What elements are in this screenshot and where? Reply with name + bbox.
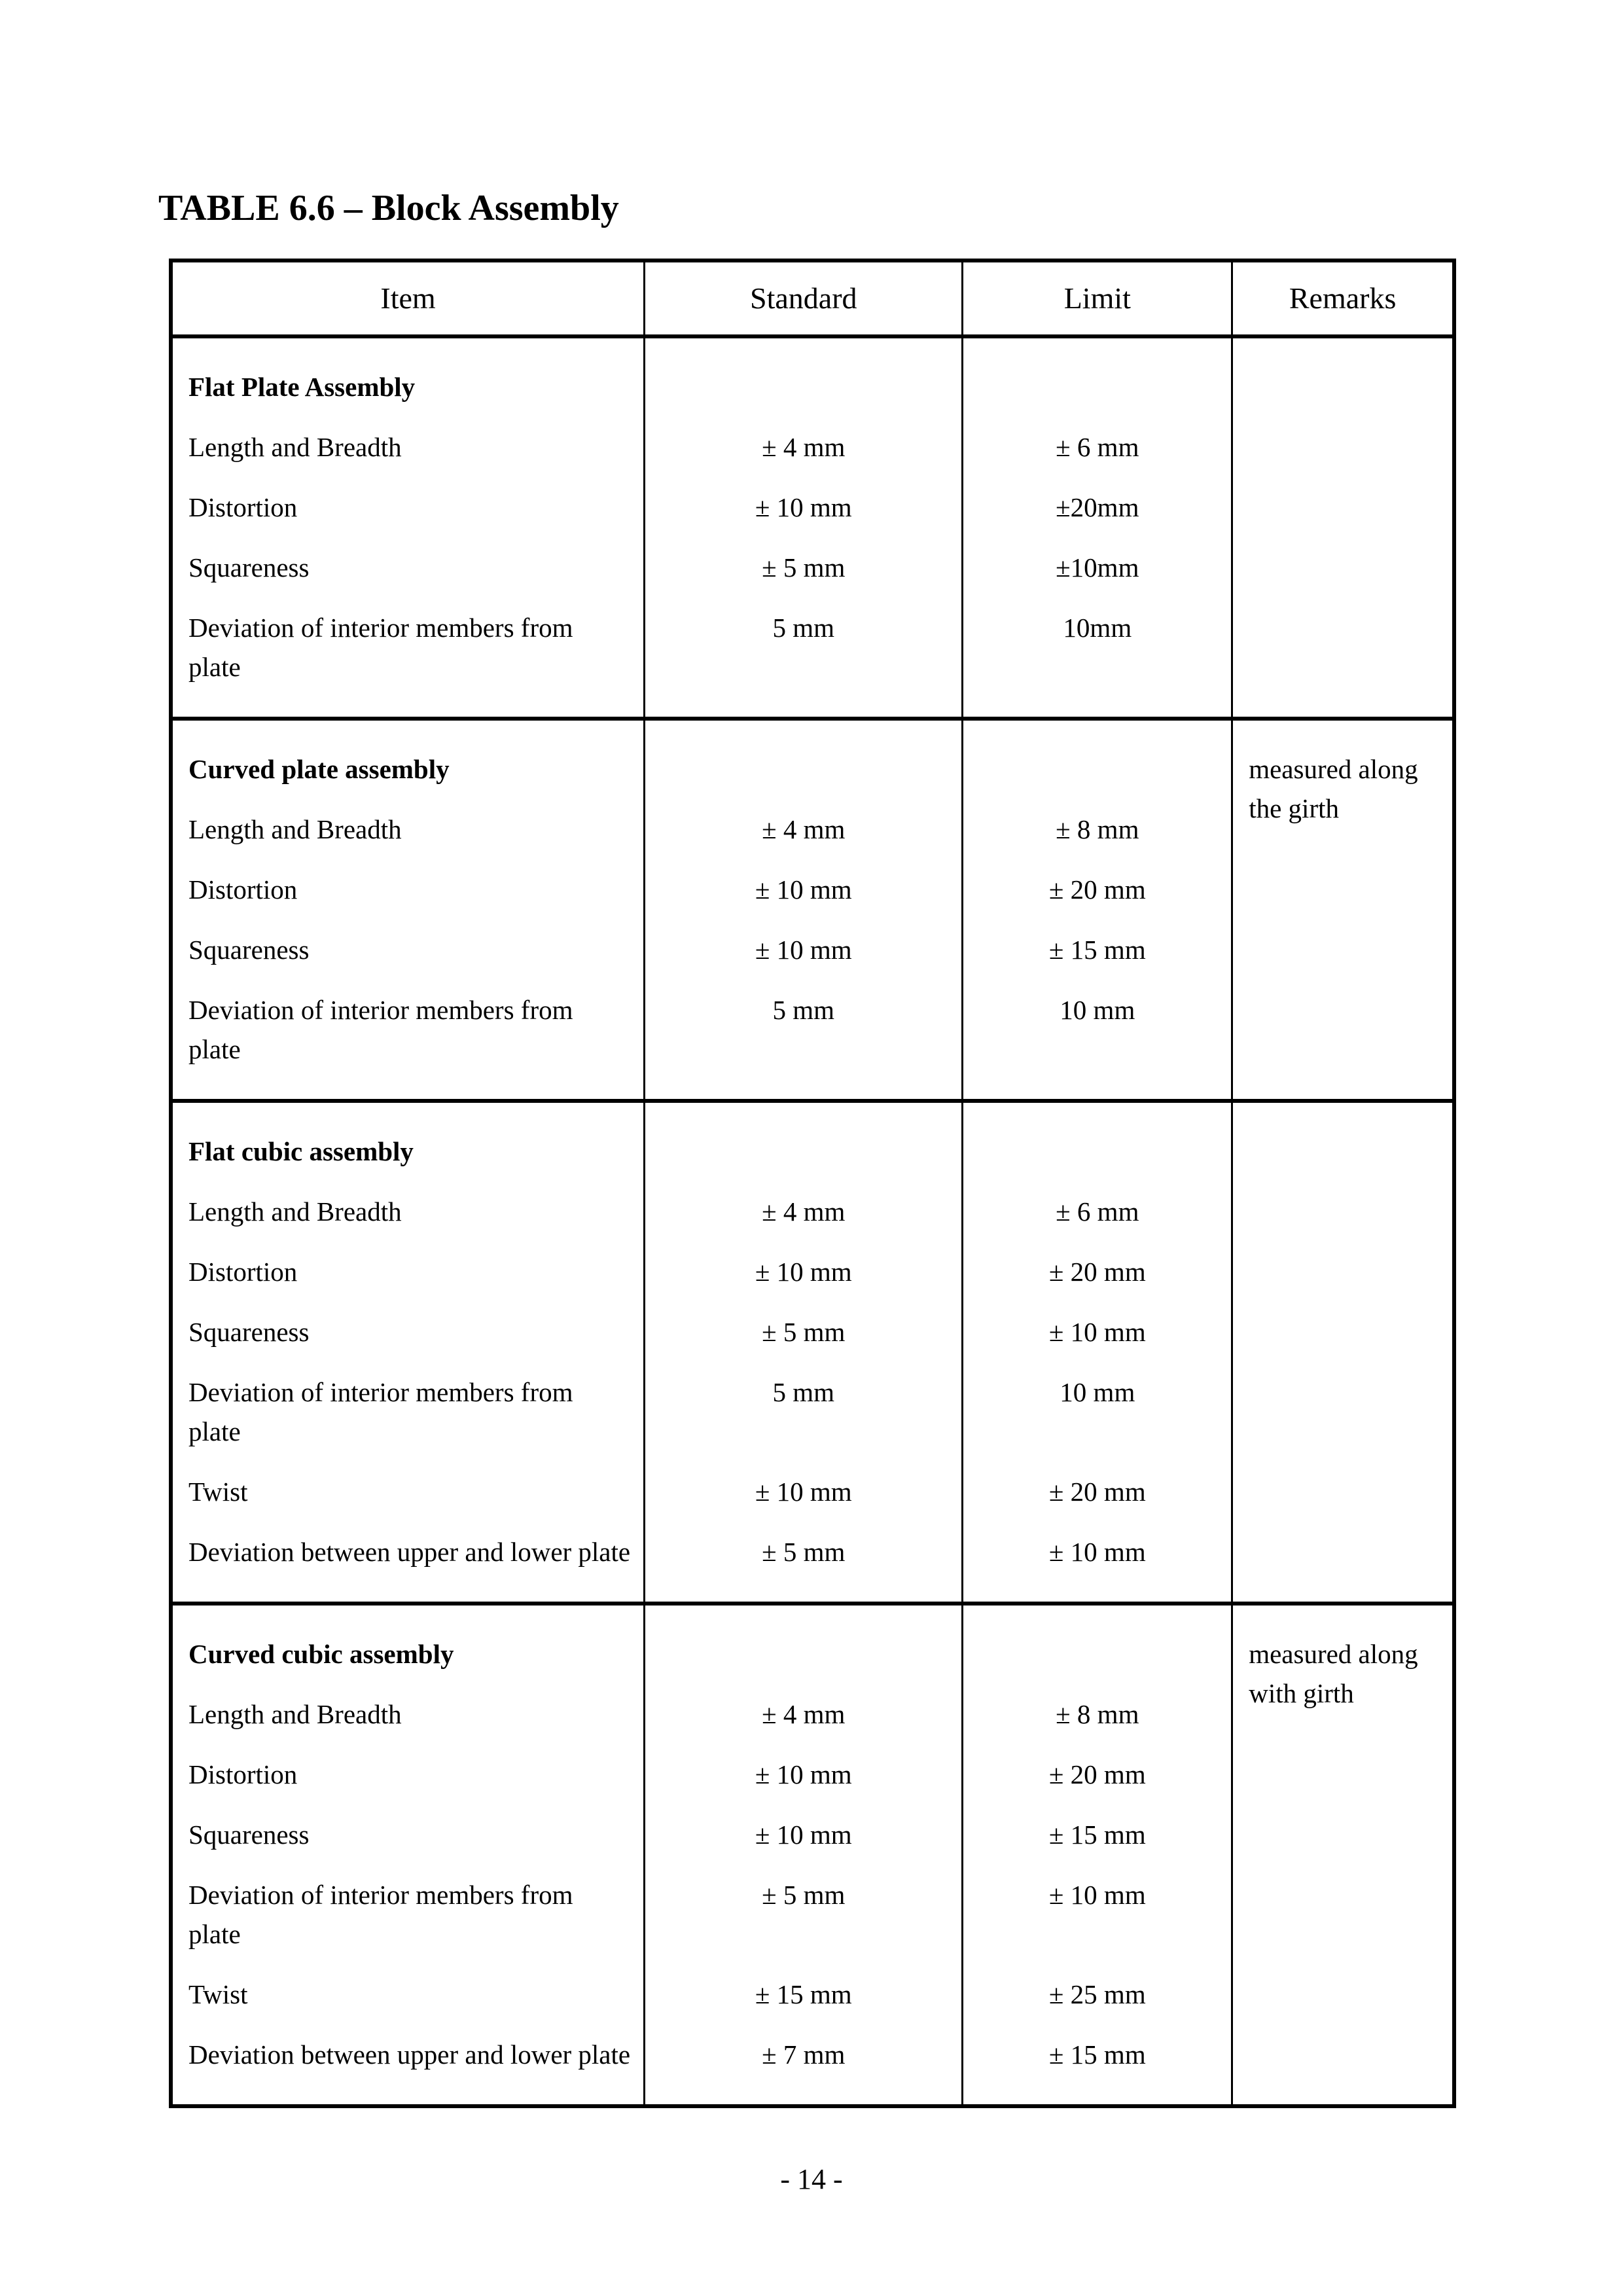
section-curved-cubic-assembly (171, 1604, 1454, 2106)
limit-cell: ± 8 mm (963, 1684, 1232, 1744)
section-title: Curved plate assembly (188, 754, 450, 784)
limit-cell: ± 20 mm (963, 1242, 1232, 1302)
standard-cell: ± 15 mm (645, 1964, 963, 2024)
section-flat-plate-assembly (171, 336, 1454, 719)
page-number: - 14 - (780, 2163, 843, 2195)
section-title-row (171, 336, 1454, 417)
section-title-row (171, 719, 1454, 799)
section-title: Curved cubic assembly (188, 1639, 454, 1669)
limit-cell: ± 8 mm (963, 799, 1232, 859)
standard-cell: ± 5 mm (645, 537, 963, 598)
col-header-remarks: Remarks (1232, 260, 1454, 336)
limit-cell: ±20mm (963, 477, 1232, 537)
item-cell: Deviation of interior members from plate (188, 1377, 573, 1446)
item-cell: Deviation of interior members from plate (188, 995, 573, 1064)
section-flat-cubic-assembly (171, 1101, 1454, 1604)
standard-cell: ± 10 mm (645, 1242, 963, 1302)
limit-cell: 10 mm (963, 980, 1232, 1101)
section-curved-plate-assembly (171, 719, 1454, 1101)
block-assembly-table (169, 259, 1456, 2108)
standard-cell: ± 10 mm (645, 1462, 963, 1522)
item-cell: Squareness (188, 552, 310, 583)
standard-cell: ± 7 mm (645, 2024, 963, 2106)
item-cell: Length and Breadth (188, 1699, 402, 1729)
item-cell: Distortion (188, 1759, 298, 1789)
limit-cell: ± 10 mm (963, 1865, 1232, 1964)
limit-cell: ± 25 mm (963, 1964, 1232, 2024)
standard-cell: 5 mm (645, 1362, 963, 1462)
standard-cell: 5 mm (645, 598, 963, 719)
col-header-standard: Standard (645, 260, 963, 336)
item-cell: Length and Breadth (188, 1196, 402, 1227)
item-cell: Deviation between upper and lower plate (188, 1537, 631, 1567)
limit-cell: 10 mm (963, 1362, 1232, 1462)
item-cell: Squareness (188, 1820, 310, 1850)
item-cell: Squareness (188, 1317, 310, 1347)
limit-cell: ± 20 mm (963, 1462, 1232, 1522)
remark-cell: measured along the girth (1249, 754, 1418, 823)
limit-cell: ± 15 mm (963, 1804, 1232, 1865)
col-header-item: Item (171, 260, 645, 336)
limit-cell: ± 20 mm (963, 859, 1232, 920)
item-cell: Twist (188, 1979, 248, 2009)
item-cell: Deviation between upper and lower plate (188, 2039, 631, 2070)
section-title-row (171, 1101, 1454, 1181)
standard-cell: ± 4 mm (645, 1684, 963, 1744)
item-cell: Twist (188, 1477, 248, 1507)
standard-cell: ± 5 mm (645, 1865, 963, 1964)
limit-cell: ± 6 mm (963, 1181, 1232, 1242)
section-title: Flat Plate Assembly (188, 372, 416, 402)
limit-cell: ±10mm (963, 537, 1232, 598)
item-cell: Distortion (188, 492, 298, 522)
standard-cell: ± 10 mm (645, 477, 963, 537)
limit-cell: ± 20 mm (963, 1744, 1232, 1804)
standard-cell: ± 10 mm (645, 859, 963, 920)
item-cell: Squareness (188, 935, 310, 965)
col-header-limit: Limit (963, 260, 1232, 336)
limit-cell: 10mm (963, 598, 1232, 719)
limit-cell: ± 15 mm (963, 920, 1232, 980)
limit-cell: ± 15 mm (963, 2024, 1232, 2106)
item-cell: Length and Breadth (188, 432, 402, 462)
standard-cell: ± 10 mm (645, 1804, 963, 1865)
remark-cell: measured along with girth (1249, 1639, 1418, 1708)
page-title: TABLE 6.6 – Block Assembly (158, 188, 619, 228)
limit-cell: ± 10 mm (963, 1522, 1232, 1604)
table-header-row (171, 260, 1454, 336)
section-title: Flat cubic assembly (188, 1136, 414, 1166)
standard-cell: ± 10 mm (645, 920, 963, 980)
limit-cell: ± 10 mm (963, 1302, 1232, 1362)
item-cell: Distortion (188, 1257, 298, 1287)
standard-cell: 5 mm (645, 980, 963, 1101)
item-cell: Distortion (188, 874, 298, 905)
item-cell: Deviation of interior members from plate (188, 613, 573, 682)
limit-cell: ± 6 mm (963, 417, 1232, 477)
section-title-row (171, 1604, 1454, 1684)
standard-cell: ± 4 mm (645, 417, 963, 477)
item-cell: Length and Breadth (188, 814, 402, 844)
standard-cell: ± 4 mm (645, 799, 963, 859)
standard-cell: ± 5 mm (645, 1522, 963, 1604)
standard-cell: ± 5 mm (645, 1302, 963, 1362)
standard-cell: ± 4 mm (645, 1181, 963, 1242)
item-cell: Deviation of interior members from plate (188, 1880, 573, 1949)
standard-cell: ± 10 mm (645, 1744, 963, 1804)
